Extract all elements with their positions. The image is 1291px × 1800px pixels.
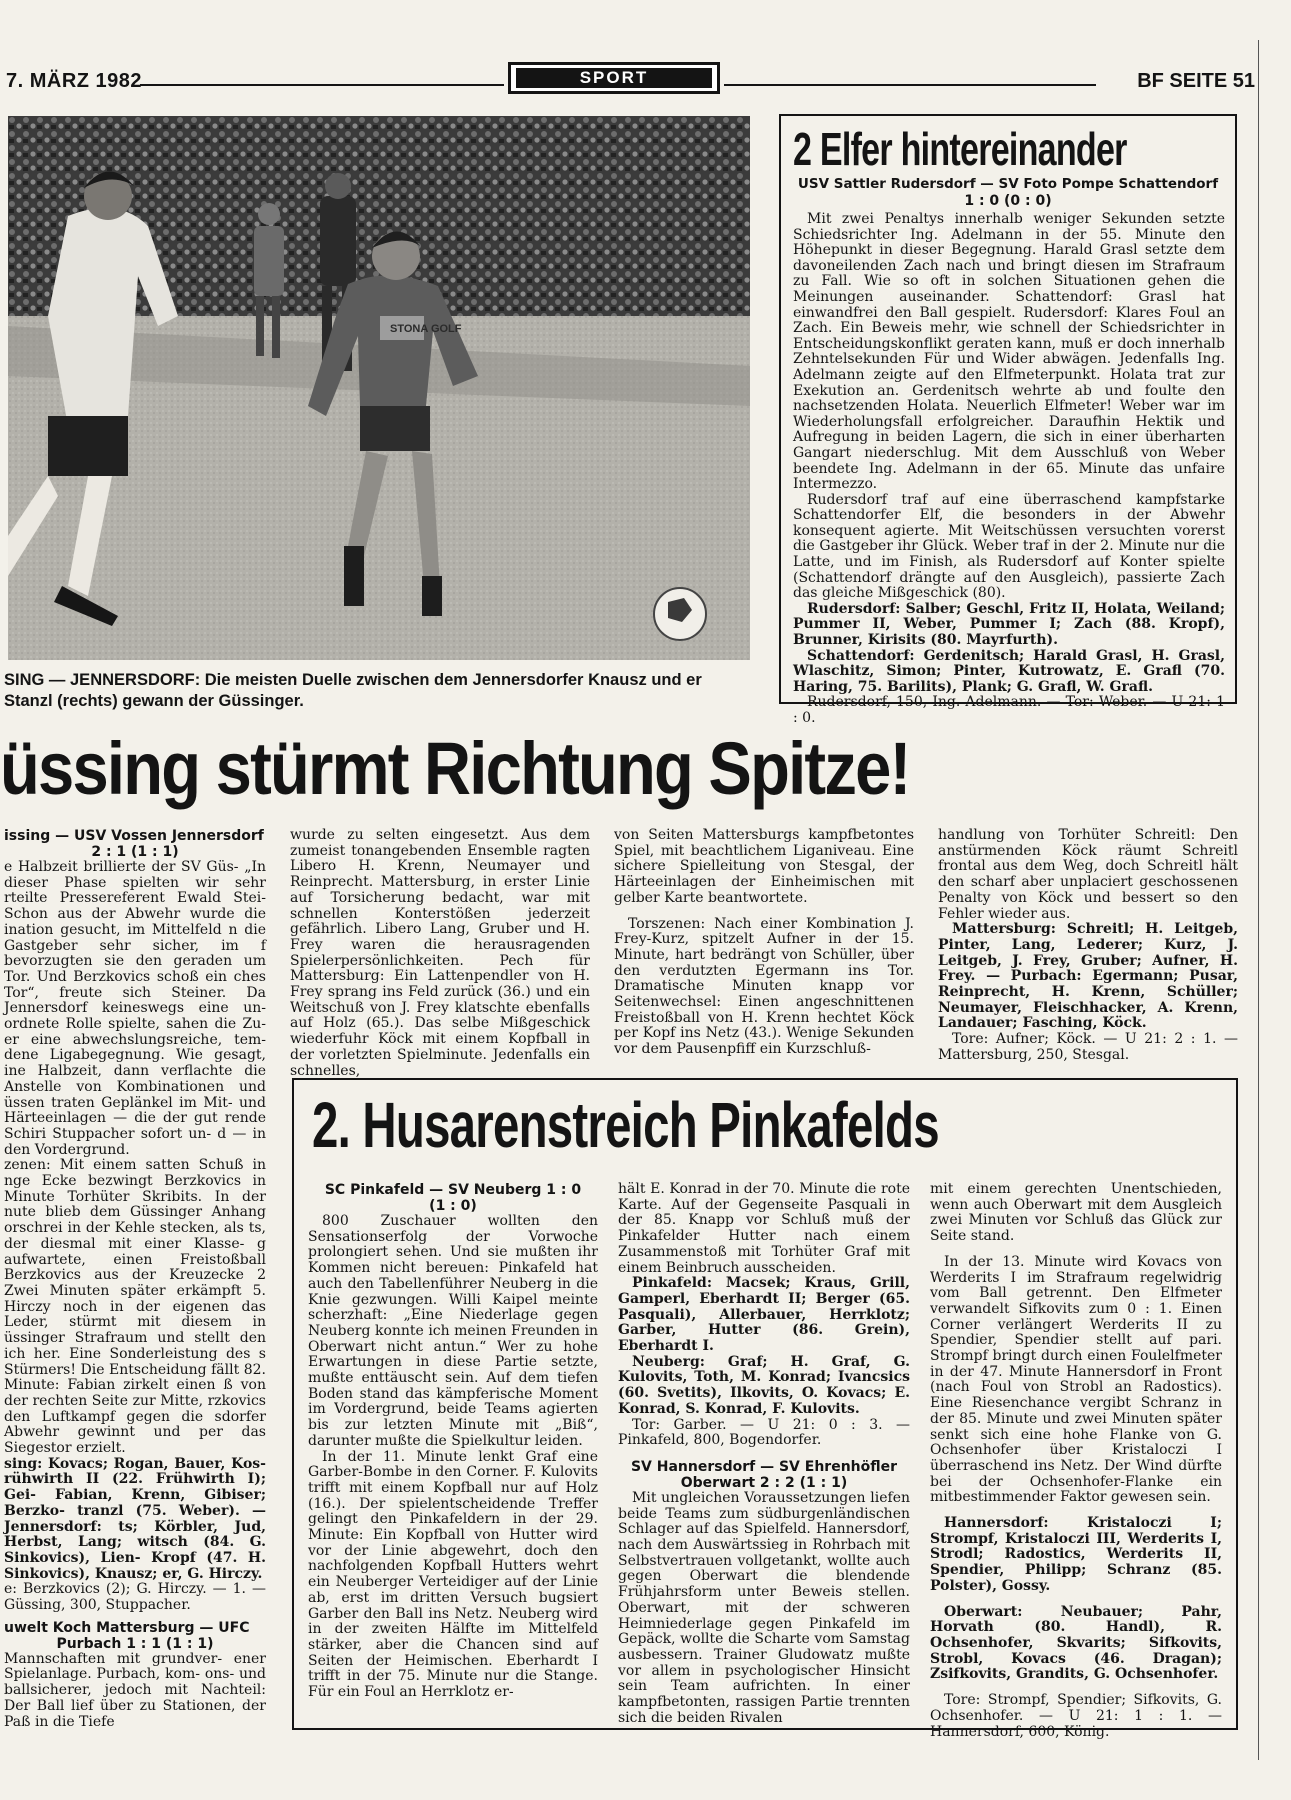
paragraph: Mit zwei Penaltys innerhalb weniger Sekunden setzte Schiedsrichter Ing. Adelmann in der 55. Minute den Höhepunkt in dieser Begegnung. Harald Grasl setzte dem davoneilenden Zach nach und bringt diesen im Strafraum zu Fall. Wie so oft in solchen Situationen gehen die Meinungen auseinander. Schattendorf: Grasl hat einwandfrei den Ball gespielt. Rudersdorf: Klares Foul an Zach. Ein Beweis mehr, wie schnell der Schiedsrichter in Entscheidungskonflikt geraten kann, muß er doch innerhalb Zehntelsekunden Für und Wider abwägen. Jedenfalls Ing. Adelmann zeigte auf den Elfmeterpunkt. Holata trat zur Exekution an. Gerdenitsch wehrte ab und foulte den nachsetzenden Holata. Neuerlich Elfmeter! Weber war im Wiederholungsfall erfolgreicher. Daraufhin Hektik und Aufregung in beiden Lagern, die sich in einer überharten Gangart niederschlug. Mit dem Ausschluß von Weber beendete Ing. Adelmann in der 65. Minute das unfaire Intermezzo. xyxy=(793,211,1225,493)
paragraph: Rudersdorf traf auf eine überraschend kampfstarke Schattendorfer Elf, die besonders in der Abwehr konsequent agierte. Mit Weitschüssen versuchten vorerst die Gastgeber ihr Glück. Weber traf in der 2. Minute nur die Latte, und im Finish, als Rudersdorf auf Konter spielte (Schattendorf drängte auf den Ausgleich), passierte Zach das gleiche Mißgeschick (80). xyxy=(793,491,1225,602)
paragraph: mit einem gerechten Unentschieden, wenn auch Oberwart mit dem Ausgleich zwei Minuten vor Schluß das Glück zur Seite stand. xyxy=(930,1181,1222,1245)
match-score: Oberwart 2 : 2 (1 : 1) xyxy=(680,1474,848,1491)
paragraph: In der 11. Minute lenkt Graf eine Garber-Bombe in den Corner. F. Kulovits trifft mit einem Kopfball nur auf Holz (16.). Der spielentscheidende Treffer gelingt den Pinkafeldern in der 29. Minute: Ein Kopfball von Hutter wird vor der Linie abgewehrt, doch den nachfolgenden Kopfball Hutters wehrt ein Neuberger Verteidiger auf der Linie ab, erst im dritten Versuch bugsiert Garber den Ball ins Netz. Neuberg wird in der zweiten Hälfte im Mittelfeld stärker, aber die Chancen sind auf Seiten der Heimischen. Eberhardt I trifft in der 75. Minute nur die Stange. Für ein Foul an Herrklotz er- xyxy=(308,1448,598,1701)
page-number: BF SEITE 51 xyxy=(1137,70,1255,92)
match-facts: Tore: Aufner; Köck. — U 21: 2 : 1. — Mattersburg, 250, Stesgal. xyxy=(938,1031,1238,1063)
lineup-neuberg: Neuberg: Graf; H. Graf, G. Kulovits, Toth, M. Konrad; Ivancsics (60. Svetits), Ilkovits, O. Kovacs; E. Konrad, S. Konrad, F. Kulovits. xyxy=(618,1353,910,1417)
match-facts: e: Berzkovics (2); G. Hirczy. — 1. — Güssing, 300, Stuppacher. xyxy=(4,1581,266,1614)
header-rule-left xyxy=(140,84,504,86)
article-husarenstreich xyxy=(292,1078,1238,1740)
match-score: 2 : 1 (1 : 1) xyxy=(91,844,179,860)
paragraph: In der 13. Minute wird Kovacs von Werderits I im Strafraum regelwidrig vom Ball getrennt. Den Elfmeter verwandelt Sifkovits zum 0 : 1. Einen Corner verlängert Werderits II zu Spendier, Spendier stellt auf pari. Strompf bringt durch einen Foulelfmeter in der 47. Minute Hannersdorf in Front (nach Foul von Strobl an Radostics). Eine Riesenchance vergibt Schranz in der 85. Minute und zwei Minuten später senkt sich eine hohe Flanke von G. Ochsenhofer über Kristaloczi I überraschend ins Netz. Der Wind dürfte bei der Ochsenhofer-Flanke ein mitbestimmender Faktor gewesen sein. xyxy=(930,1253,1222,1506)
paragraph: hält E. Konrad in der 70. Minute die rote Karte. Auf der Gegenseite Pasquali in der 85. Knapp vor Schluß muß der Pinkafelder Hutter nach einem Zusammenstoß mit Torhüter Graf mit einem Beinbruch ausscheiden. xyxy=(618,1181,910,1276)
match-line: uwelt Koch Mattersburg — UFC xyxy=(4,1619,250,1636)
section-label: SPORT xyxy=(508,62,720,94)
photo-caption: SING — JENNERSDORF: Die meisten Duelle zwischen dem Jennersdorfer Knausz und er Stanzl (rechts) gewann der Güssinger. xyxy=(4,671,702,710)
paragraph: 800 Zuschauer wollten den Sensationserfolg der Vorwoche prolongiert sehen. Und sie mußten ihr Kommen nicht bereuen: Pinkafeld hat auch den Tabellenführer Neuberg in die Knie gezwungen. Willi Kaipel meinte scherzhaft: „Eine Niederlage gegen Neuberg konnte ich meinen Freunden in Oberwart nicht antun.“ Wer zu hohe Erwartungen in diese Partie setzte, mußte enttäuscht sein. Auf dem tiefen Boden stand das kämpferische Moment im Vordergrund, beide Teams agierten bis zur letzten Minute mit „Biß“, darunter mußte die Spielkultur leiden. xyxy=(308,1213,598,1449)
paragraph: von Seiten Mattersburgs kampfbetontes Spiel, mit beachtlichem Liganiveau. Eine sichere Spielleitung von Stesgal, der Härteeinlagen der Einheimischen mit gelber Karte beantwortete. xyxy=(614,827,914,906)
paragraph: Mit ungleichen Voraussetzungen liefen beide Teams zum südburgenländischen Schlager auf das Spielfeld. Hannersdorf, nach dem Auswärtssieg in Rohrbach mit Selbstvertrauen vollgetankt, wollte auch gegen Oberwart die blendende Frühjahrsform unter Beweis stellen. Oberwart, mit der schweren Heimniederlage gegen Pinkafeld im Gepäck, wollte die Scharte vom Samstag ausbessern. Trainer Gludowatz mußte vor allem in psychologischer Hinsicht sein Team aufrichten. In einer kampfbetonten, rassigen Partie trennten sich die beiden Rivalen xyxy=(618,1489,910,1726)
match-line: SC Pinkafeld — SV Neuberg 1 : 0 xyxy=(324,1182,582,1198)
match-score: (1 : 0) xyxy=(429,1198,477,1214)
lineup-pinkafeld: Pinkafeld: Macsek; Kraus, Grill, Gamperl, Eberhardt II; Berger (65. Pasquali), Allerbauer, Herrklotz; Garber, Hutter (86. Grein), Eberhardt I. xyxy=(618,1275,910,1355)
lineups: Mattersburg: Schreitl; H. Leitgeb, Pinter, Lang, Lederer; Kurz, J. Leitgeb, J. Frey, Gruber; Aufner, H. Frey. — Purbach: Egermann; Pusar, Reinprecht, H. Krenn, Schüller; Neumayer, Fleischhacker, A. Krenn, Landauer; Fasching, Köck. xyxy=(938,921,1238,1032)
article-column-1 xyxy=(4,828,266,1764)
match-photo-drawing xyxy=(8,116,750,660)
article-column-4 xyxy=(938,828,1238,1068)
lineups: sing: Kovacs; Rogan, Bauer, Kos- rühwirth II (22. Frühwirth I); Gei- Fabian, Krenn, Gibiser; Berzko- tranzl (75. Weber). — Jennersdorf: ts; Körbler, Jud, Herbst, Lang; witsch (84. G. Sinkovics), Lien- Kropf (47. H. Sinkovics), Knausz; er, G. Hirczy. xyxy=(4,1455,266,1582)
article-column-2 xyxy=(618,1182,910,1727)
match-score: 1 : 0 (0 : 0) xyxy=(964,193,1052,209)
match-score: Purbach 1 : 1 (1 : 1) xyxy=(56,1635,214,1652)
article-column-2 xyxy=(290,827,590,1079)
article-column-1 xyxy=(308,1182,598,1727)
lineup-rudersdorf: Rudersdorf: Salber; Geschl, Fritz II, Holata, Weiland; Pummer II, Weber, Pummer I; Zach (88. Kropf), Brunner, Kirisits (80. Mayrfurth). xyxy=(793,600,1225,649)
lineup-oberwart: Oberwart: Neubauer; Pahr, Horvath (80. Handl), R. Ochsenhofer, Skvarits; Sifkovits, Strobl, Kovacs (46. Dragan); Zsifkovits, Grandits, G. Ochsenhofer. xyxy=(930,1603,1222,1683)
match-line: issing — USV Vossen Jennersdorf xyxy=(4,828,264,844)
match-line: USV Sattler Rudersdorf — SV Foto Pompe Schattendorf xyxy=(797,176,1219,192)
article-body xyxy=(793,212,1225,727)
match-facts: Tore: Strompf, Spendier; Sifkovits, G. Ochsenhofer. — U 21: 1 : 1. — Hannersdorf, 600, König. xyxy=(930,1692,1222,1740)
article-column-3 xyxy=(614,828,914,1068)
paragraph: e Halbzeit brillierte der SV Güs- „In dieser Phase spielten wir sehr rteilte Pressereferent Ewald Stei- Schon aus der Abwehr wurde die ination gesucht, im Mittelfeld n die Gastgeber sehr sicher, im f bevorzugten sie den geraden um Tor. Und Berzkovics schoß ein ches Tor“, freute sich Steiner. Da Jennersdorf keineswegs eine un- ordnete Rolle spielte, sahen die Zu- er eine abwechslungsreiche, tem- dene Ligabegegnung. Wie gesagt, ine Halbzeit, dann verflachte die Anstelle von Kombinationen und üssen traten Geplänkel im Mit- und Härteeinlagen — die der gut rende Schiri Stuppacher sofort un- d — in den Vordergrund. xyxy=(4,859,266,1158)
header-date: 7. MÄRZ 1982 xyxy=(6,70,143,92)
article-headline: 2. Husarenstreich Pinkafelds xyxy=(312,1089,939,1161)
header-rule-right xyxy=(724,84,1096,86)
match-photo xyxy=(8,116,750,660)
article-2-elfer xyxy=(779,114,1237,726)
article-headline: 2 Elfer hintereinander xyxy=(793,123,1127,175)
lineup-hannersdorf: Hannersdorf: Kristaloczi I; Strompf, Kristaloczi III, Werderits I, Strodl; Radostics, Werderits II, Spendier, Philipp; Schranz (85. Polster), Gossy. xyxy=(930,1515,1222,1594)
shirt-sponsor-text: STONA GOLF xyxy=(390,323,462,335)
paragraph: wurde zu selten eingesetzt. Aus dem zumeist tonangebenden Ensemble ragten Libero H. Krenn, Neumayer und Reinprecht. Mattersburg, in erster Linie auf Torsicherung bedacht, war mit schnellen Konterstößen jederzeit gefährlich. Libero Lang, Gruber und H. Frey waren die herausragenden Spielerpersönlichkeiten. Pech für Mattersburg: Ein Lattenpendler von H. Frey sprang ins Feld zurück (36.) und ein Weitschuß von J. Frey klatschte ebenfalls auf Holz (65.). Das selbe Mißgeschick wiederfuhr Köck mit einem Kopfball in der vorletzten Spielminute. Jedenfalls ein schnelles, xyxy=(290,827,590,1079)
paragraph: handlung von Torhüter Schreitl: Den anstürmenden Köck räumt Schreitl frontal aus dem Weg, doch Schreitl hält den scharf aber unplaciert geschossenen Penalty von Köck und bessert so den Fehler wieder aus. xyxy=(938,827,1238,922)
paragraph: Torszenen: Nach einer Kombination J. Frey-Kurz, spitzelt Aufner in der 15. Minute, hart bedrängt von Schüller, über den verdutzten Egermann ins Tor. Dramatische Minuten knapp vor Seitenwechsel: Einen angeschnittenen Freistoßball von H. Krenn hechtet Köck per Kopf ins Netz (43.). Wenige Sekunden vor dem Pausenpfiff ein Kurzschluß- xyxy=(614,915,914,1058)
main-headline: üssing stürmt Richtung Spitze! xyxy=(0,727,910,810)
match-facts: Rudersdorf, 150, Ing. Adelmann. — Tor: Weber. — U 21: 1 : 0. xyxy=(793,694,1225,726)
match-facts: Tor: Garber. — U 21: 0 : 3. — Pinkafeld, 800, Bogendorfer. xyxy=(618,1416,910,1449)
page-edge-rule xyxy=(1258,40,1259,1760)
paragraph: zenen: Mit einem satten Schuß in nge Ecke bezwingt Berzkovics in Minute Torhüter Skribits. In der nute blieb dem Güssinger Anhang orschrei in der Kehle stecken, als ts, der diesmal mit einer Klasse- g aufwartete, einen Freistoßball Berzkovics aus der Kreuzecke 2 Zwei Minuten später erkämpft 5. Hirczy noch in der eigenen das Leder, stürmt mit diesem in üssinger Strafraum und stellt den ich her. Eine Sonderleistung des s Stürmers! Die Entscheidung fällt 82. Minute: Fabian zirkelt einen ß von der rechten Seite zur Mitte, rzkovics den Luftkampf gegen die sdorfer Abwehr gewinnt und per das Siegestor erzielt. xyxy=(4,1157,266,1457)
article-column-3 xyxy=(930,1181,1222,1740)
paragraph: Mannschaften mit grundver- ener Spielanlage. Purbach, kom- ons- und ballsicherer, jedoch mit Nachteil: Der Ball lief über zu Stationen, der Paß in die Tiefe xyxy=(4,1650,266,1730)
lineup-schattendorf: Schattendorf: Gerdenitsch; Harald Grasl, H. Grasl, Wlaschitz, Simon; Pinter, Kutrowatz, E. Grafl (70. Haring, 75. Barilits), Plank; G. Grafl, W. Grafl. xyxy=(793,647,1225,695)
match-line: SV Hannersdorf — SV Ehrenhöfler xyxy=(630,1458,898,1475)
